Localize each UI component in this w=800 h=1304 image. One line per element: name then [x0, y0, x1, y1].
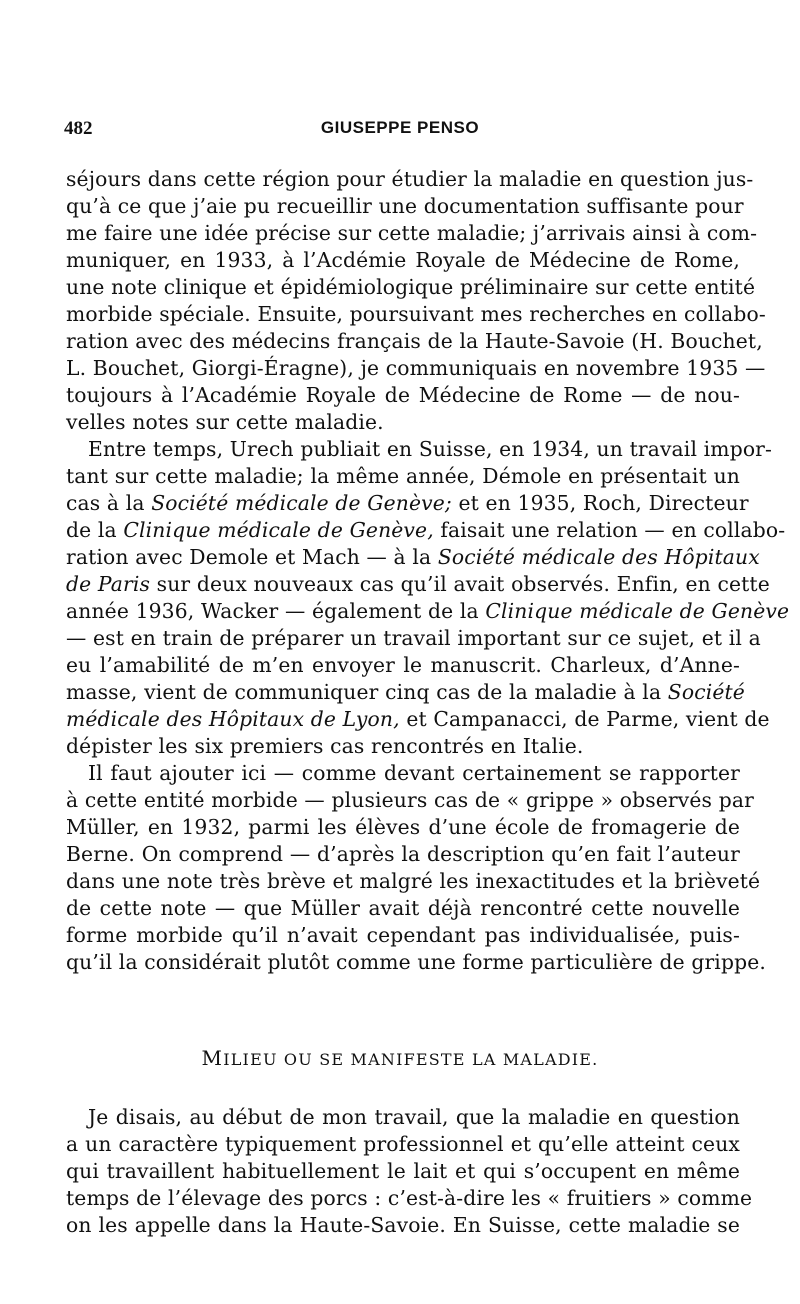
text-line: dépister les six premiers cas rencontrés en Italie. [66, 734, 584, 758]
running-head: GIUSEPPE PENSO [320, 118, 480, 137]
text-line: me faire une idée précise sur cette maladie; j’arrivais ainsi à com- [66, 221, 758, 245]
text-line: Müller, en 1932, parmi les élèves d’une école de fromagerie de [66, 815, 740, 839]
text-line: de cette note — que Müller avait déjà rencontré cette nouvelle [66, 896, 740, 920]
text-line: a un caractère typiquement professionnel et qu’elle atteint ceux [66, 1132, 740, 1156]
journal-title: de Paris [66, 572, 151, 596]
text-line: Il faut ajouter ici — comme devant certainement se rapporter [88, 761, 740, 785]
text-line: Je disais, au début de mon travail, que la maladie en question [88, 1105, 740, 1129]
text-line: masse, vient de communiquer cinq cas de la maladie à la Société [66, 680, 745, 704]
text-line: on les appelle dans la Haute-Savoie. En Suisse, cette maladie se [66, 1213, 740, 1237]
page-number: 482 [64, 118, 93, 139]
paragraph-4 [66, 1104, 753, 1239]
text-line: qu’à ce que j’aie pu recueillir une documentation suffisante pour [66, 194, 744, 218]
text-line: une note clinique et épidémiologique préliminaire sur cette entité [66, 275, 756, 299]
section-heading: MILIEU OU SE MANIFESTE LA MALADIE. [201, 1046, 599, 1070]
journal-title: médicale des Hôpitaux de Lyon, [66, 707, 400, 731]
text-line: temps de l’élevage des porcs : c’est-à-dire les « fruitiers » comme [66, 1186, 753, 1210]
text-line: qu’il la considérait plutôt comme une forme particulière de grippe. [66, 950, 766, 974]
paragraph-3 [66, 760, 766, 976]
text-line: muniquer, en 1933, à l’Acdémie Royale de Médecine de Rome, [66, 248, 740, 272]
text-line: toujours à l’Académie Royale de Médecine de Rome — de nou- [66, 383, 740, 407]
text-line: de Paris sur deux nouveaux cas qu’il avait observés. Enfin, en cette [66, 572, 770, 596]
paragraph-1 [66, 166, 766, 436]
journal-title: Société [667, 680, 745, 704]
text-line: séjours dans cette région pour étudier la maladie en question jus- [66, 167, 754, 191]
text-line: morbide spéciale. Ensuite, poursuivant mes recherches en collabo- [66, 302, 766, 326]
text-line: année 1936, Wacker — également de la Clinique médicale de Genève [66, 599, 790, 623]
text-line: cas à la Société médicale de Genève; et en 1935, Roch, Directeur [66, 491, 749, 515]
text-line: ration avec Demole et Mach — à la Société médicale des Hôpitaux [66, 545, 760, 569]
journal-title: Clinique médicale de Genève, [123, 518, 434, 542]
text-line: eu l’amabilité de m’en envoyer le manuscrit. Charleux, d’Anne- [66, 653, 740, 677]
journal-title: Clinique médicale de Genève [485, 599, 790, 623]
text-line: ration avec des médecins français de la Haute-Savoie (H. Bouchet, [66, 329, 763, 353]
journal-title: Société médicale des Hôpitaux [437, 545, 760, 569]
text-line: à cette entité morbide — plusieurs cas de « grippe » observés par [66, 788, 754, 812]
text-line: Berne. On comprend — d’après la description qu’en fait l’auteur [66, 842, 740, 866]
text-line: velles notes sur cette maladie. [66, 410, 384, 434]
text-line: médicale des Hôpitaux de Lyon, et Campanacci, de Parme, vient de [66, 707, 770, 731]
text-line: tant sur cette maladie; la même année, Démole en présentait un [66, 464, 740, 488]
text-line: forme morbide qu’il n’avait cependant pas individualisée, puis- [66, 923, 740, 947]
text-line: Entre temps, Urech publiait en Suisse, en 1934, un travail impor- [88, 437, 773, 461]
text-line: de la Clinique médicale de Genève, faisait une relation — en collabo- [66, 518, 786, 542]
text-line: qui travaillent habituellement le lait et qui s’occupent en même [66, 1159, 740, 1183]
page-header [64, 118, 736, 146]
text-line: — est en train de préparer un travail important sur ce sujet, et il a [66, 626, 761, 650]
paragraph-2 [66, 436, 790, 760]
journal-title: Société médicale de Genève; [151, 491, 452, 515]
text-line: dans une note très brève et malgré les inexactitudes et la brièveté [66, 869, 761, 893]
text-line: L. Bouchet, Giorgi-Éragne), je communiquais en novembre 1935 — [66, 356, 766, 380]
